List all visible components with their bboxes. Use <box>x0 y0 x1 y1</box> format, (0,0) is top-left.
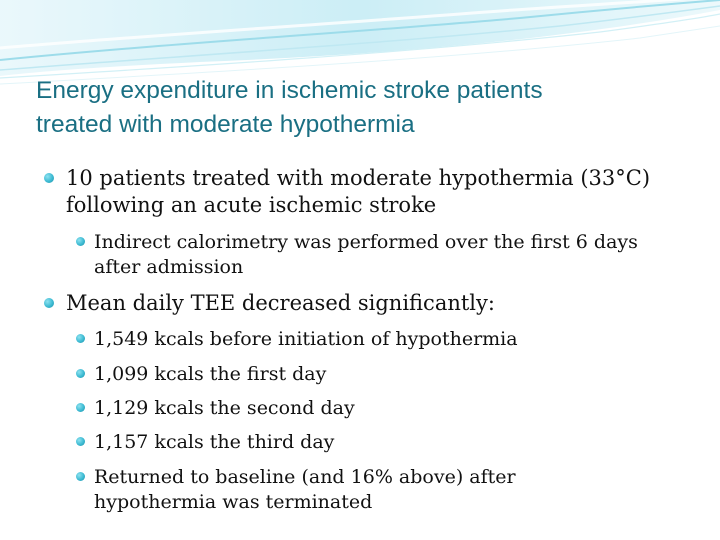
bullet-text-line: following an acute ischemic stroke <box>66 193 437 217</box>
bullet-icon <box>76 403 85 412</box>
bullet-icon <box>44 173 54 183</box>
bullet-text-line: 1,129 kcals the second day <box>94 397 355 419</box>
bullet-text-line: 1,549 kcals before initiation of hypothermia <box>94 328 518 350</box>
bullet-text-line: 1,099 kcals the first day <box>94 363 327 385</box>
bullet-icon <box>76 334 85 343</box>
bullet-text-line: Indirect calorimetry was performed over the first 6 days <box>94 231 638 253</box>
bullet-item <box>66 165 706 219</box>
sub-bullet-item <box>94 465 704 515</box>
bullet-text-line: 10 patients treated with moderate hypothermia (33°C) <box>66 166 651 190</box>
bullet-text-line: Mean daily TEE decreased significantly: <box>66 291 495 315</box>
sub-bullet-item <box>94 396 704 421</box>
bullet-text-line: Returned to baseline (and 16% above) after <box>94 466 516 488</box>
title-line: Energy expenditure in ischemic stroke patients <box>36 77 543 104</box>
title-line: treated with moderate hypothermia <box>36 111 415 138</box>
sub-bullet-item <box>94 362 704 387</box>
bullet-text-line: 1,157 kcals the third day <box>94 431 335 453</box>
bullet-icon <box>76 369 85 378</box>
bullet-icon <box>76 237 85 246</box>
sub-bullet-item <box>94 327 704 352</box>
bullet-item <box>66 290 706 317</box>
bullet-text-line: hypothermia was terminated <box>94 491 373 513</box>
bullet-icon <box>44 298 54 308</box>
sub-bullet-item <box>94 430 704 455</box>
sub-bullet-item <box>94 230 704 280</box>
bullet-icon <box>76 437 85 446</box>
bullet-text-line: after admission <box>94 256 244 278</box>
bullet-icon <box>76 472 85 481</box>
